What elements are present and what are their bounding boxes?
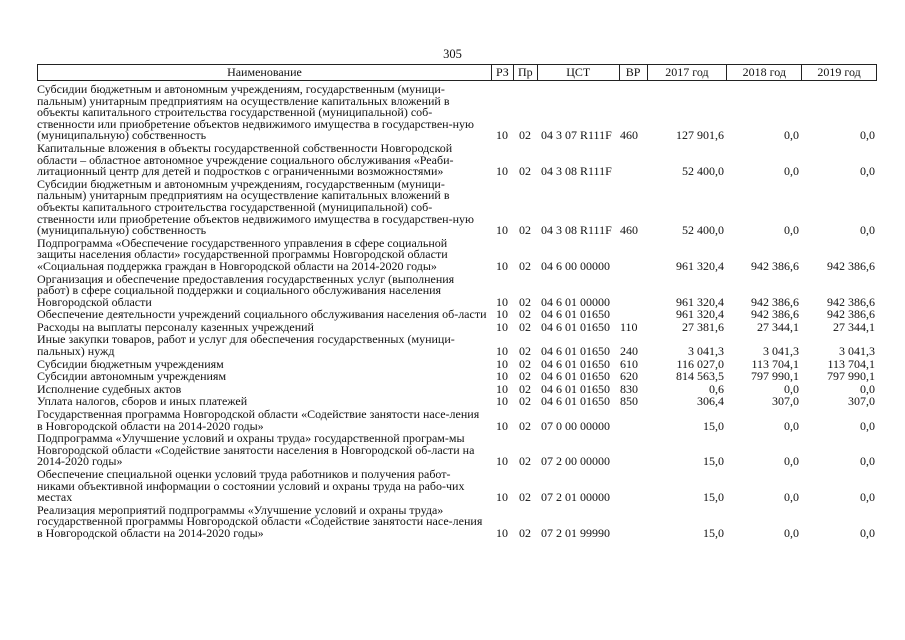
cell-vr: 460 <box>620 128 638 143</box>
cell-cst: 04 6 01 01650 <box>541 356 610 371</box>
cell-y2017: 52 400,0 <box>682 223 724 238</box>
cell-y2018: 0,0 <box>784 381 799 396</box>
cell-pr: 02 <box>519 307 531 322</box>
table-row <box>37 84 877 142</box>
cell-y2017: 52 400,0 <box>682 164 724 179</box>
cell-pr: 02 <box>519 525 531 540</box>
cell-rz: 10 <box>496 307 508 322</box>
cell-name: Организация и обеспечение предоставления государственных услуг (выполнения работ) в сфере социальной поддержки и социального обслуживания населения Новгородской области <box>37 271 455 309</box>
table-row <box>37 433 877 468</box>
cell-name: Государственная программа Новгородской области «Содействие занятости насе-ления в Новгородской области на 2014-2020 годы» <box>37 407 480 433</box>
cell-rz: 10 <box>496 344 508 359</box>
cell-cst: 04 6 01 01650 <box>541 394 610 409</box>
cell-rz: 10 <box>496 128 508 143</box>
cell-name: Субсидии автономным учреждениям <box>37 369 227 384</box>
cell-vr: 620 <box>620 369 638 384</box>
cell-y2018: 0,0 <box>784 164 799 179</box>
cell-pr: 02 <box>519 258 531 273</box>
cell-y2018: 0,0 <box>784 525 799 540</box>
cell-y2018: 797 990,1 <box>751 369 799 384</box>
cell-name: Расходы на выплаты персоналу казенных учреждений <box>37 319 314 334</box>
cell-y2019: 797 990,1 <box>827 369 875 384</box>
header-2018: 2018 год <box>726 65 801 80</box>
cell-name: Исполнение судебных актов <box>37 381 182 396</box>
header-rz: РЗ <box>491 65 513 80</box>
cell-cst: 04 6 00 00000 <box>541 258 610 273</box>
cell-y2019: 3 041,3 <box>839 344 875 359</box>
cell-name: Подпрограмма «Улучшение условий и охраны труда» государственной програм-мы Новгородской области «Содействие занятости населения в Новгородской об-ласти на 2014-2020 годы» <box>37 431 475 469</box>
cell-rz: 10 <box>496 164 508 179</box>
cell-y2017: 814 563,5 <box>676 369 724 384</box>
cell-y2017: 116 027,0 <box>676 356 724 371</box>
cell-pr: 02 <box>519 454 531 469</box>
cell-rz: 10 <box>496 319 508 334</box>
cell-rz: 10 <box>496 394 508 409</box>
cell-y2017: 15,0 <box>703 525 724 540</box>
cell-y2018: 0,0 <box>784 128 799 143</box>
cell-y2017: 961 320,4 <box>676 307 724 322</box>
cell-y2017: 306,4 <box>697 394 724 409</box>
cell-rz: 10 <box>496 418 508 433</box>
cell-y2017: 961 320,4 <box>676 294 724 309</box>
cell-y2019: 0,0 <box>860 223 875 238</box>
cell-y2018: 307,0 <box>772 394 799 409</box>
cell-y2018: 0,0 <box>784 454 799 469</box>
cell-name: Субсидии бюджетным учреждениям <box>37 356 224 371</box>
cell-cst: 04 6 01 00000 <box>541 294 610 309</box>
cell-rz: 10 <box>496 381 508 396</box>
cell-y2017: 27 381,6 <box>682 319 724 334</box>
cell-y2019: 0,0 <box>860 418 875 433</box>
cell-cst: 07 2 00 00000 <box>541 454 610 469</box>
cell-y2018: 3 041,3 <box>763 344 799 359</box>
cell-y2019: 0,0 <box>860 454 875 469</box>
cell-cst: 04 6 01 01650 <box>541 344 610 359</box>
cell-cst: 07 2 01 99990 <box>541 525 610 540</box>
cell-cst: 04 3 08 R111F <box>541 223 612 238</box>
cell-y2018: 942 386,6 <box>751 258 799 273</box>
cell-y2018: 27 344,1 <box>757 319 799 334</box>
cell-y2017: 15,0 <box>703 418 724 433</box>
cell-y2017: 961 320,4 <box>676 258 724 273</box>
table-row <box>37 502 877 540</box>
cell-name: Обеспечение деятельности учреждений социального обслуживания населения об-ласти <box>37 307 487 322</box>
header-2017: 2017 год <box>647 65 727 80</box>
cell-cst: 04 6 01 01650 <box>541 319 610 334</box>
cell-y2017: 0,6 <box>709 381 724 396</box>
cell-pr: 02 <box>519 369 531 384</box>
cell-pr: 02 <box>519 344 531 359</box>
table-row <box>37 271 877 309</box>
page-number: 305 <box>443 47 462 61</box>
cell-name: Иные закупки товаров, работ и услуг для обеспечения государственных (муници-пальных) нужд <box>37 332 455 359</box>
cell-rz: 10 <box>496 454 508 469</box>
cell-name: Субсидии бюджетным и автономным учреждениям, государственным (муници-пальным) унитарным предприятиям на осуществление капитальных вложений в объекты капитального строительства государственной (муниципальной) соб-ственности или приобретение объектов недвижимого имущества в государствен-ную (муниципальную) собственность <box>37 176 474 238</box>
cell-y2019: 113 704,1 <box>827 356 875 371</box>
cell-y2018: 942 386,6 <box>751 294 799 309</box>
cell-vr: 240 <box>620 344 638 359</box>
cell-pr: 02 <box>519 394 531 409</box>
cell-y2018: 0,0 <box>784 223 799 238</box>
cell-pr: 02 <box>519 128 531 143</box>
cell-y2019: 942 386,6 <box>827 294 875 309</box>
cell-cst: 07 2 01 00000 <box>541 490 610 505</box>
cell-pr: 02 <box>519 418 531 433</box>
table-row <box>37 235 877 273</box>
table-row <box>37 334 877 357</box>
cell-y2019: 0,0 <box>860 128 875 143</box>
cell-y2019: 27 344,1 <box>833 319 875 334</box>
cell-cst: 04 6 01 01650 <box>541 369 610 384</box>
table-row <box>37 469 877 504</box>
cell-rz: 10 <box>496 294 508 309</box>
cell-y2019: 0,0 <box>860 525 875 540</box>
cell-vr: 850 <box>620 394 638 409</box>
cell-pr: 02 <box>519 223 531 238</box>
cell-pr: 02 <box>519 294 531 309</box>
cell-name: Капитальные вложения в объекты государственной собственности Новгородской области – областное автономное учреждение социального обслуживания «Реаби-литационный центр для детей и подростков с ограниченными возможностями» <box>37 140 454 179</box>
cell-name: Субсидии бюджетным и автономным учреждениям, государственным (муници-пальным) унитарным предприятиям на осуществление капитальных вложений в объекты капитального строительства государственной (муниципальной) соб-ственности или приобретение объектов недвижимого имущества в государствен-ную (муниципальную) собственность <box>37 82 474 143</box>
header-vr: ВР <box>619 65 647 80</box>
cell-y2017: 3 041,3 <box>688 344 724 359</box>
cell-cst: 04 3 07 R111F <box>541 128 612 143</box>
cell-vr: 610 <box>620 356 638 371</box>
cell-y2017: 127 901,6 <box>676 128 724 143</box>
cell-y2018: 942 386,6 <box>751 307 799 322</box>
header-name: Наименование <box>227 65 302 79</box>
cell-y2019: 942 386,6 <box>827 258 875 273</box>
cell-y2017: 15,0 <box>703 490 724 505</box>
cell-name: Реализация мероприятий подпрограммы «Улучшение условий и охраны труда» государственной программы Новгородской области «Содействие занятости насе-ления в Новгородской области на 2014-2020 годы» <box>37 502 483 540</box>
cell-cst: 07 0 00 00000 <box>541 418 610 433</box>
cell-y2018: 113 704,1 <box>751 356 799 371</box>
cell-rz: 10 <box>496 356 508 371</box>
cell-y2019: 0,0 <box>860 164 875 179</box>
cell-name: Уплата налогов, сборов и иных платежей <box>37 394 248 409</box>
cell-pr: 02 <box>519 164 531 179</box>
cell-vr: 110 <box>620 319 638 334</box>
cell-cst: 04 6 01 01650 <box>541 381 610 396</box>
cell-rz: 10 <box>496 525 508 540</box>
cell-rz: 10 <box>496 258 508 273</box>
cell-name: Обеспечение специальной оценки условий труда работников и получения работ-никами объективной информации о состоянии условий и охраны труда на рабо-чих местах <box>37 467 465 505</box>
cell-y2019: 942 386,6 <box>827 307 875 322</box>
cell-cst: 04 6 01 01650 <box>541 307 610 322</box>
cell-y2018: 0,0 <box>784 418 799 433</box>
cell-y2018: 0,0 <box>784 490 799 505</box>
cell-name: Подпрограмма «Обеспечение государственного управления в сфере социальной защиты населения области» государственной программы Новгородской области «Социальная поддержка граждан в Новгородской области на 2014-2020 годы» <box>37 235 448 273</box>
header-2019: 2019 год <box>801 65 876 80</box>
header-cst: ЦСТ <box>537 65 619 80</box>
cell-y2019: 0,0 <box>860 381 875 396</box>
header-pr: Пр <box>513 65 537 80</box>
cell-cst: 04 3 08 R111F <box>541 164 612 179</box>
table-row <box>37 140 877 179</box>
cell-y2019: 0,0 <box>860 490 875 505</box>
cell-vr: 460 <box>620 223 638 238</box>
table-body <box>37 84 877 541</box>
table-row <box>37 409 877 432</box>
cell-rz: 10 <box>496 223 508 238</box>
cell-rz: 10 <box>496 490 508 505</box>
cell-y2017: 15,0 <box>703 454 724 469</box>
cell-pr: 02 <box>519 490 531 505</box>
cell-rz: 10 <box>496 369 508 384</box>
table-header <box>37 64 877 81</box>
cell-pr: 02 <box>519 381 531 396</box>
table-row <box>37 176 877 238</box>
cell-y2019: 307,0 <box>848 394 875 409</box>
cell-vr: 830 <box>620 381 638 396</box>
cell-pr: 02 <box>519 319 531 334</box>
cell-pr: 02 <box>519 356 531 371</box>
